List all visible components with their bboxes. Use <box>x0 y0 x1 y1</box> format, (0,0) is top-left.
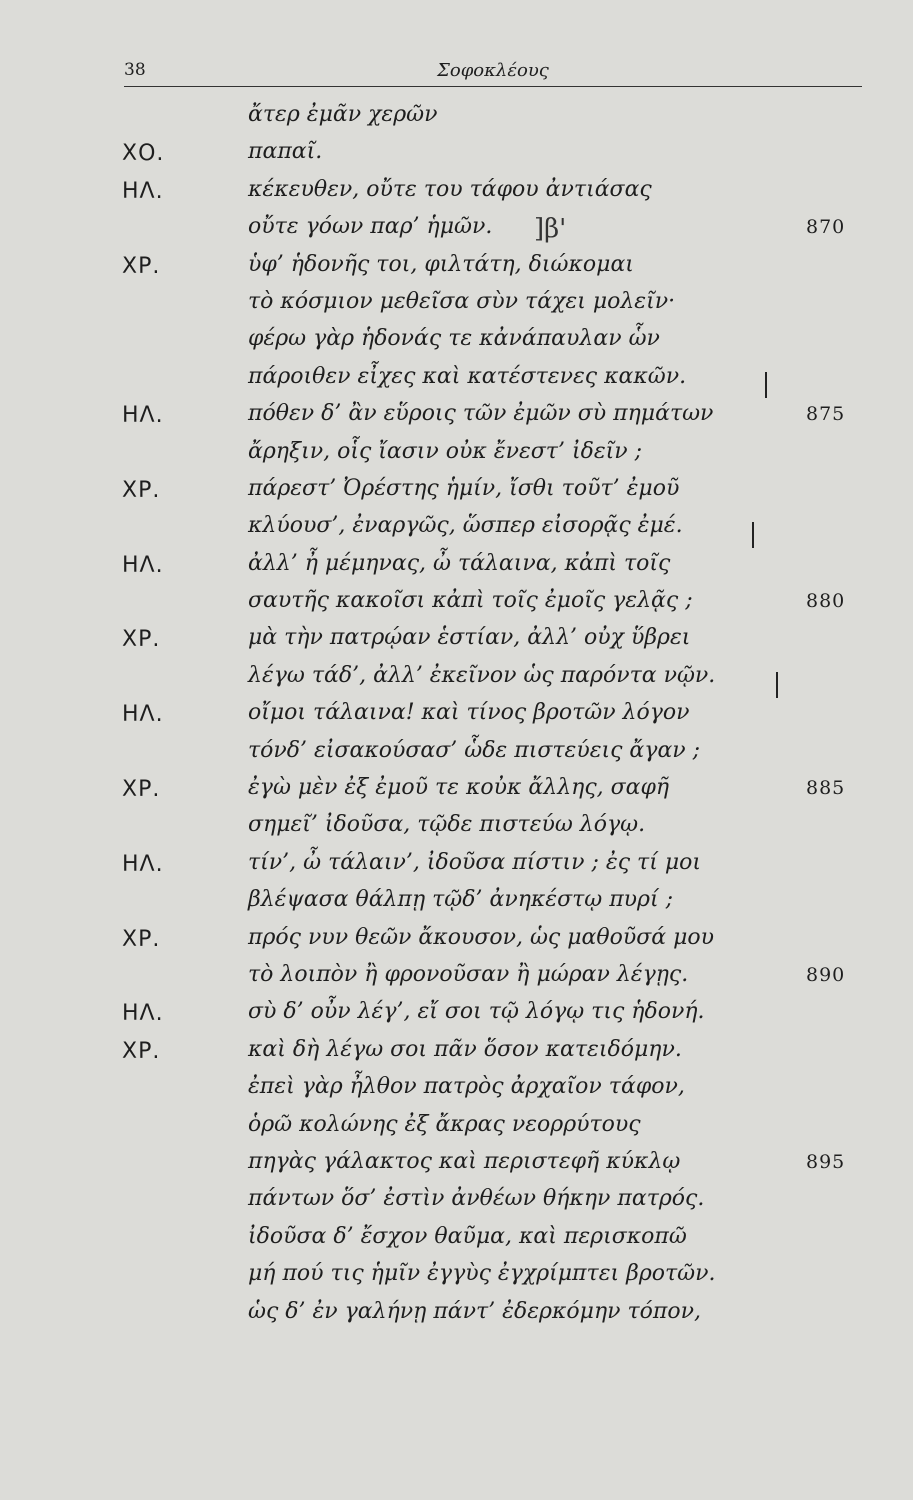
verse-line <box>0 474 913 511</box>
line-number: 875 <box>806 403 846 426</box>
verse-text: μή πού τις ἡμῖν ἐγγὺς ἐγχρίμπτει βροτῶν. <box>248 1261 716 1287</box>
verse-text: τίν’, ὦ τάλαιν’, ἰδοῦσα πίστιν ; ἐς τί μοι <box>248 849 701 875</box>
verse-line <box>0 287 913 324</box>
colometry-bar <box>752 522 754 548</box>
verse-line <box>0 1259 913 1296</box>
speaker-label: ΗΛ. <box>122 702 164 728</box>
verse-text: καὶ δὴ λέγω σοι πᾶν ὅσον κατειδόμην. <box>248 1036 682 1062</box>
verse-text: πρός νυν θεῶν ἄκουσον, ὡς μαθοῦσά μου <box>248 924 715 950</box>
verse-text: κλύουσ’, ἐναργῶς, ὥσπερ εἰσορᾷς ἐμέ. <box>248 513 683 539</box>
speaker-label: ΧΡ. <box>122 253 161 279</box>
page-header <box>124 52 862 88</box>
speaker-label: ΗΛ. <box>122 552 164 578</box>
verse-line <box>0 1072 913 1109</box>
verse-text: πάρεστ’ Ὀρέστης ἡμίν, ἴσθι τοῦτ’ ἐμοῦ <box>248 475 680 501</box>
verse-text: φέρω γὰρ ἡδονάς τε κἀνάπαυλαν ὧν <box>248 326 660 352</box>
verse-text: πόθεν δ’ ἂν εὕροις τῶν ἐμῶν σὺ πημάτων <box>248 401 714 427</box>
line-number: 885 <box>806 777 846 800</box>
verse-line <box>0 324 913 361</box>
verse-text: λέγω τάδ’, ἀλλ’ ἐκεῖνον ὡς παρόντα νῷν. <box>248 662 716 688</box>
verse-block <box>0 100 913 1334</box>
verse-text: οἴμοι τάλαινα! καὶ τίνος βροτῶν λόγον <box>248 700 690 726</box>
colometry-bar <box>765 372 767 398</box>
page-number: 38 <box>124 60 146 80</box>
verse-line <box>0 1147 913 1184</box>
verse-line <box>0 1297 913 1334</box>
verse-line <box>0 437 913 474</box>
verse-text: πάντων ὅσ’ ἐστὶν ἀνθέων θήκην πατρός. <box>248 1186 705 1212</box>
verse-text: οὔτε γόων παρ’ ἡμῶν. <box>248 214 493 240</box>
verse-text: σημεῖ’ ἰδοῦσα, τῷδε πιστεύω λόγῳ. <box>248 812 646 838</box>
verse-text: κέκευθεν, οὔτε του τάφου ἀντιάσας <box>248 176 652 202</box>
verse-line <box>0 250 913 287</box>
verse-line <box>0 549 913 586</box>
speaker-label: ΗΛ. <box>122 178 164 204</box>
verse-line <box>0 1184 913 1221</box>
verse-line <box>0 997 913 1034</box>
line-number: 880 <box>806 590 846 613</box>
verse-text: τόνδ’ εἰσακούσασ’ ὧδε πιστεύεις ἄγαν ; <box>248 737 701 763</box>
header-rule <box>124 86 862 87</box>
verse-text: σὺ δ’ οὖν λέγ’, εἴ σοι τῷ λόγῳ τις ἡδονή. <box>248 999 705 1025</box>
verse-line <box>0 810 913 847</box>
colometry-bar <box>776 672 778 698</box>
verse-text: παπαῖ. <box>248 139 323 165</box>
verse-line <box>0 511 913 548</box>
verse-text: ὁρῶ κολώνης ἐξ ἄκρας νεορρύτους <box>248 1111 641 1137</box>
verse-line <box>0 100 913 137</box>
verse-line <box>0 399 913 436</box>
verse-text: πάροιθεν εἶχες καὶ κατέστενες κακῶν. <box>248 363 687 389</box>
verse-text: ὡς δ’ ἐν γαλήνῃ πάντ’ ἐδερκόμην τόπον, <box>248 1298 701 1324</box>
line-number: 895 <box>806 1150 846 1173</box>
speaker-label: ΧΡ. <box>122 926 161 952</box>
speaker-label: ΧΡ. <box>122 477 161 503</box>
speaker-label: ΗΛ. <box>122 851 164 877</box>
speaker-label: ΗΛ. <box>122 403 164 429</box>
verse-line <box>0 623 913 660</box>
verse-line <box>0 212 913 249</box>
verse-line <box>0 736 913 773</box>
verse-text: μὰ τὴν πατρῴαν ἑστίαν, ἀλλ’ οὐχ ὕβρει <box>248 625 691 651</box>
verse-line <box>0 923 913 960</box>
verse-text: βλέψασα θάλπῃ τῷδ’ ἀνηκέστῳ πυρί ; <box>248 887 674 913</box>
verse-line <box>0 773 913 810</box>
speaker-label: ΗΛ. <box>122 1001 164 1027</box>
verse-text: ἰδοῦσα δ’ ἔσχον θαῦμα, καὶ περισκοπῶ <box>248 1223 687 1249</box>
verse-line <box>0 960 913 997</box>
verse-text: τὸ κόσμιον μεθεῖσα σὺν τάχει μολεῖν· <box>248 288 676 314</box>
verse-text: ἄρηξιν, οἷς ἴασιν οὐκ ἔνεστ’ ἰδεῖν ; <box>248 438 643 464</box>
running-title: Σοφοκλέους <box>437 60 549 81</box>
verse-line <box>0 362 913 399</box>
speaker-label: ΧΟ. <box>122 141 165 167</box>
verse-line <box>0 1222 913 1259</box>
verse-line <box>0 848 913 885</box>
page-division-mark: ]β' <box>534 214 567 244</box>
line-number: 890 <box>806 963 846 986</box>
verse-text: ἄτερ ἐμᾶν χερῶν <box>248 102 438 127</box>
verse-line <box>0 1110 913 1147</box>
verse-text: ἐγὼ μὲν ἐξ ἐμοῦ τε κοὐκ ἄλλης, σαφῆ <box>248 775 670 801</box>
speaker-label: ΧΡ. <box>122 1038 161 1064</box>
speaker-label: ΧΡ. <box>122 627 161 653</box>
verse-line <box>0 586 913 623</box>
verse-line <box>0 175 913 212</box>
line-number: 870 <box>806 216 846 239</box>
verse-text: ὑφ’ ἡδονῆς τοι, φιλτάτη, διώκομαι <box>248 251 634 277</box>
verse-line <box>0 698 913 735</box>
verse-text: ἐπεὶ γὰρ ἦλθον πατρὸς ἀρχαῖον τάφον, <box>248 1074 685 1100</box>
verse-line <box>0 885 913 922</box>
verse-text: τὸ λοιπὸν ἢ φρονοῦσαν ἢ μώραν λέγῃς. <box>248 961 689 987</box>
verse-line <box>0 137 913 174</box>
speaker-label: ΧΡ. <box>122 777 161 803</box>
verse-text: ἀλλ’ ἦ μέμηνας, ὦ τάλαινα, κἀπὶ τοῖς <box>248 550 671 576</box>
verse-text: πηγὰς γάλακτος καὶ περιστεφῆ κύκλῳ <box>248 1148 681 1174</box>
verse-text: σαυτῆς κακοῖσι κἀπὶ τοῖς ἐμοῖς γελᾷς ; <box>248 588 693 614</box>
verse-line <box>0 1035 913 1072</box>
